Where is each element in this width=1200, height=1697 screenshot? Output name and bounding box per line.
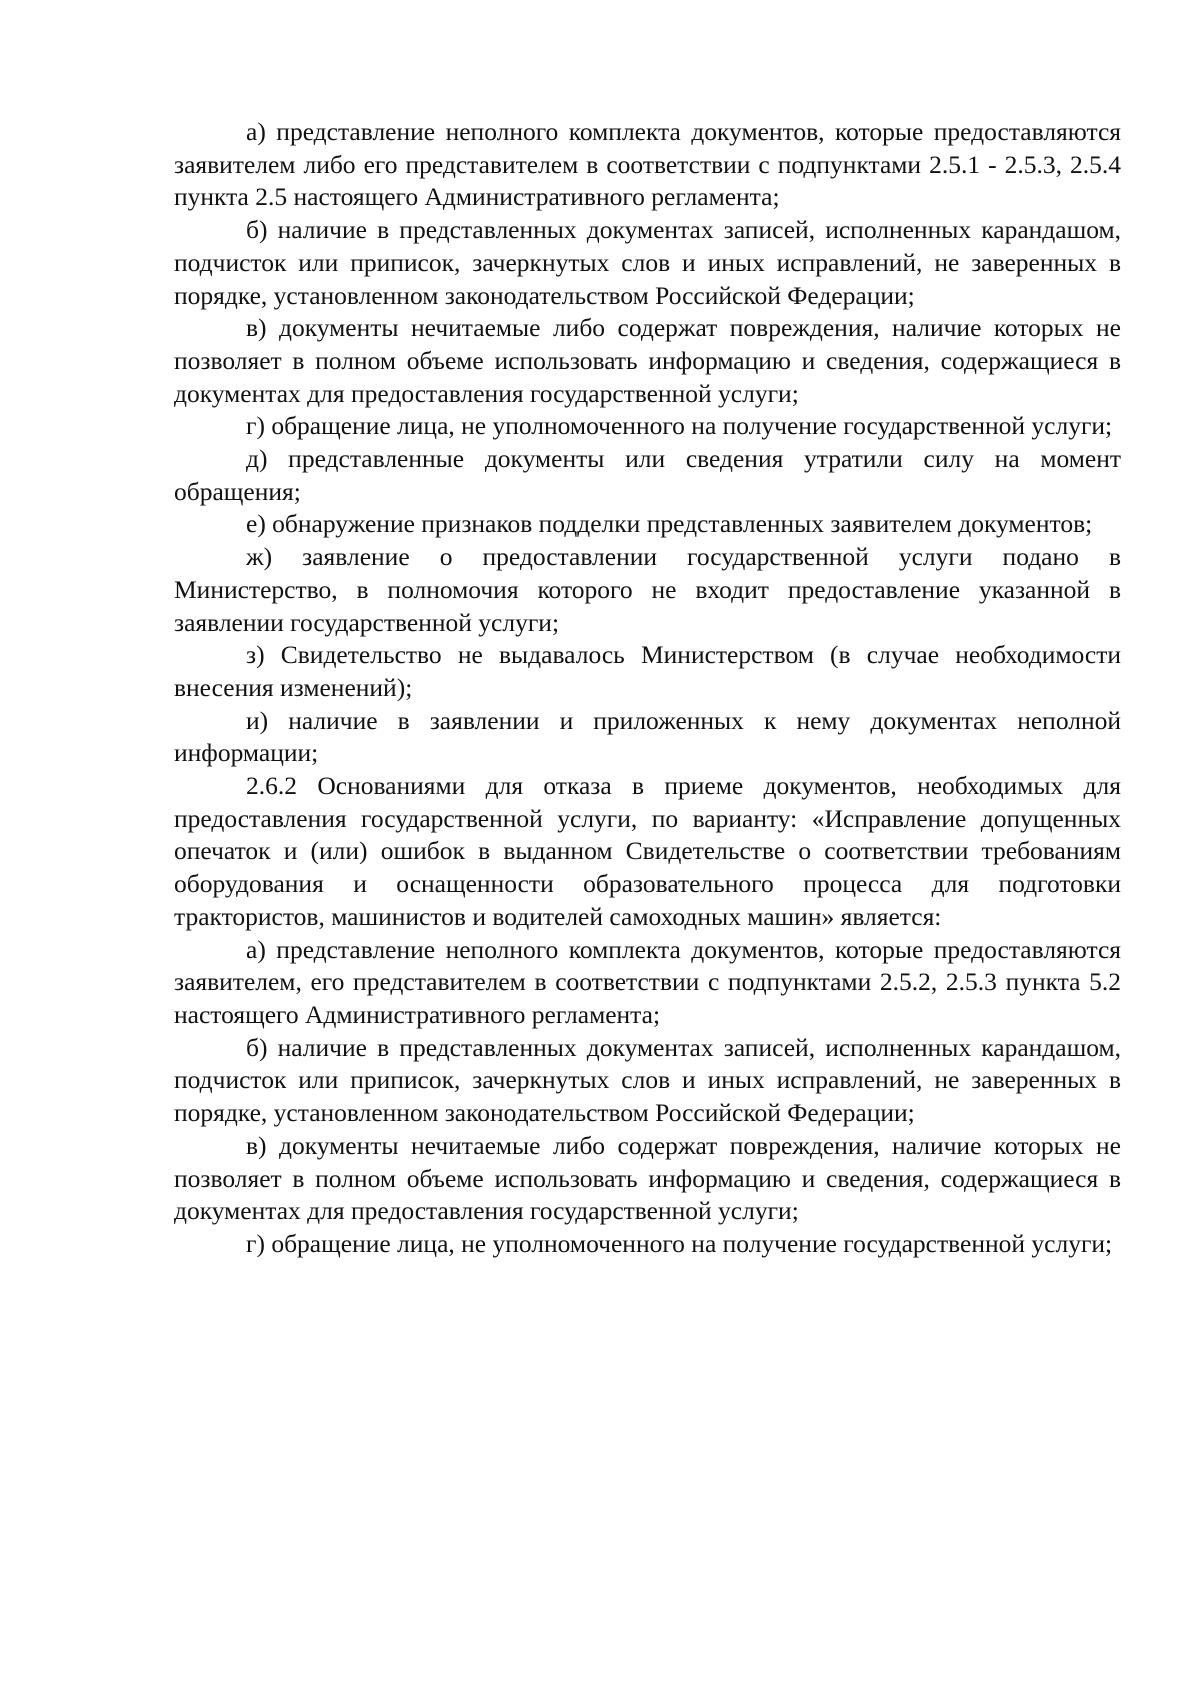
paragraph-a-2: а) представление неполного комплекта документов, которые предоставляются заявителем, его представителем в соответствии с подпунктами 2.5.2, 2.5.3 пункта 5.2 настоящего Административного регламента;	[174, 934, 1121, 1029]
paragraph-b-1: б) наличие в представленных документах записей, исполненных карандашом, подчисток или приписок, зачеркнутых слов и иных исправлений, не заверенных в порядке, установленном законодательством Российской Федерации;	[174, 215, 1121, 310]
paragraph-d: д) представленные документы или сведения утратили силу на момент обращения;	[174, 444, 1121, 506]
paragraph-a-1: а) представление неполного комплекта документов, которые предоставляются заявителем либо его представителем в соответствии с подпунктами 2.5.1 - 2.5.3, 2.5.4 пункта 2.5 настоящего Административного регламента;	[174, 117, 1121, 212]
document-body	[174, 116, 1121, 1261]
paragraph-b-2: б) наличие в представленных документах записей, исполненных карандашом, подчисток или приписок, зачеркнутых слов и иных исправлений, не заверенных в порядке, установленном законодательством Российской Федерации;	[174, 1032, 1121, 1128]
paragraph-g-1: г) обращение лица, не уполномоченного на получение государственной услуги;	[246, 411, 1113, 441]
section-2-6-2: 2.6.2 Основаниями для отказа в приеме документов, необходимых для предоставления государственной услуги, по варианту: «Исправление допущенных опечаток и (или) ошибок в выданном Свидетельстве о соответствии требованиям оборудования и оснащенности образовательного процесса для подготовки трактористов, машинистов и водителей самоходных машин» является:	[174, 771, 1121, 931]
paragraph-v-1: в) документы нечитаемые либо содержат повреждения, наличие которых не позволяет в полном объеме использовать информацию и сведения, содержащиеся в документах для предоставления государственной услуги;	[174, 313, 1121, 408]
paragraph-g-2: г) обращение лица, не уполномоченного на получение государственной услуги;	[246, 1228, 1113, 1258]
paragraph-v-2: в) документы нечитаемые либо содержат повреждения, наличие которых не позволяет в полном объеме использовать информацию и сведения, содержащиеся в документах для предоставления государственной услуги;	[174, 1130, 1121, 1226]
paragraph-e: е) обнаружение признаков подделки представленных заявителем документов;	[246, 509, 1093, 539]
paragraph-i: и) наличие в заявлении и приложенных к нему документах неполной информации;	[174, 705, 1121, 768]
paragraph-zh: ж) заявление о предоставлении государственной услуги подано в Министерство, в полномочия которого не входит предоставление указанной в заявлении государственной услуги;	[174, 542, 1121, 637]
paragraph-z: з) Свидетельство не выдавалось Министерством (в случае необходимости внесения изменений);	[174, 640, 1121, 702]
